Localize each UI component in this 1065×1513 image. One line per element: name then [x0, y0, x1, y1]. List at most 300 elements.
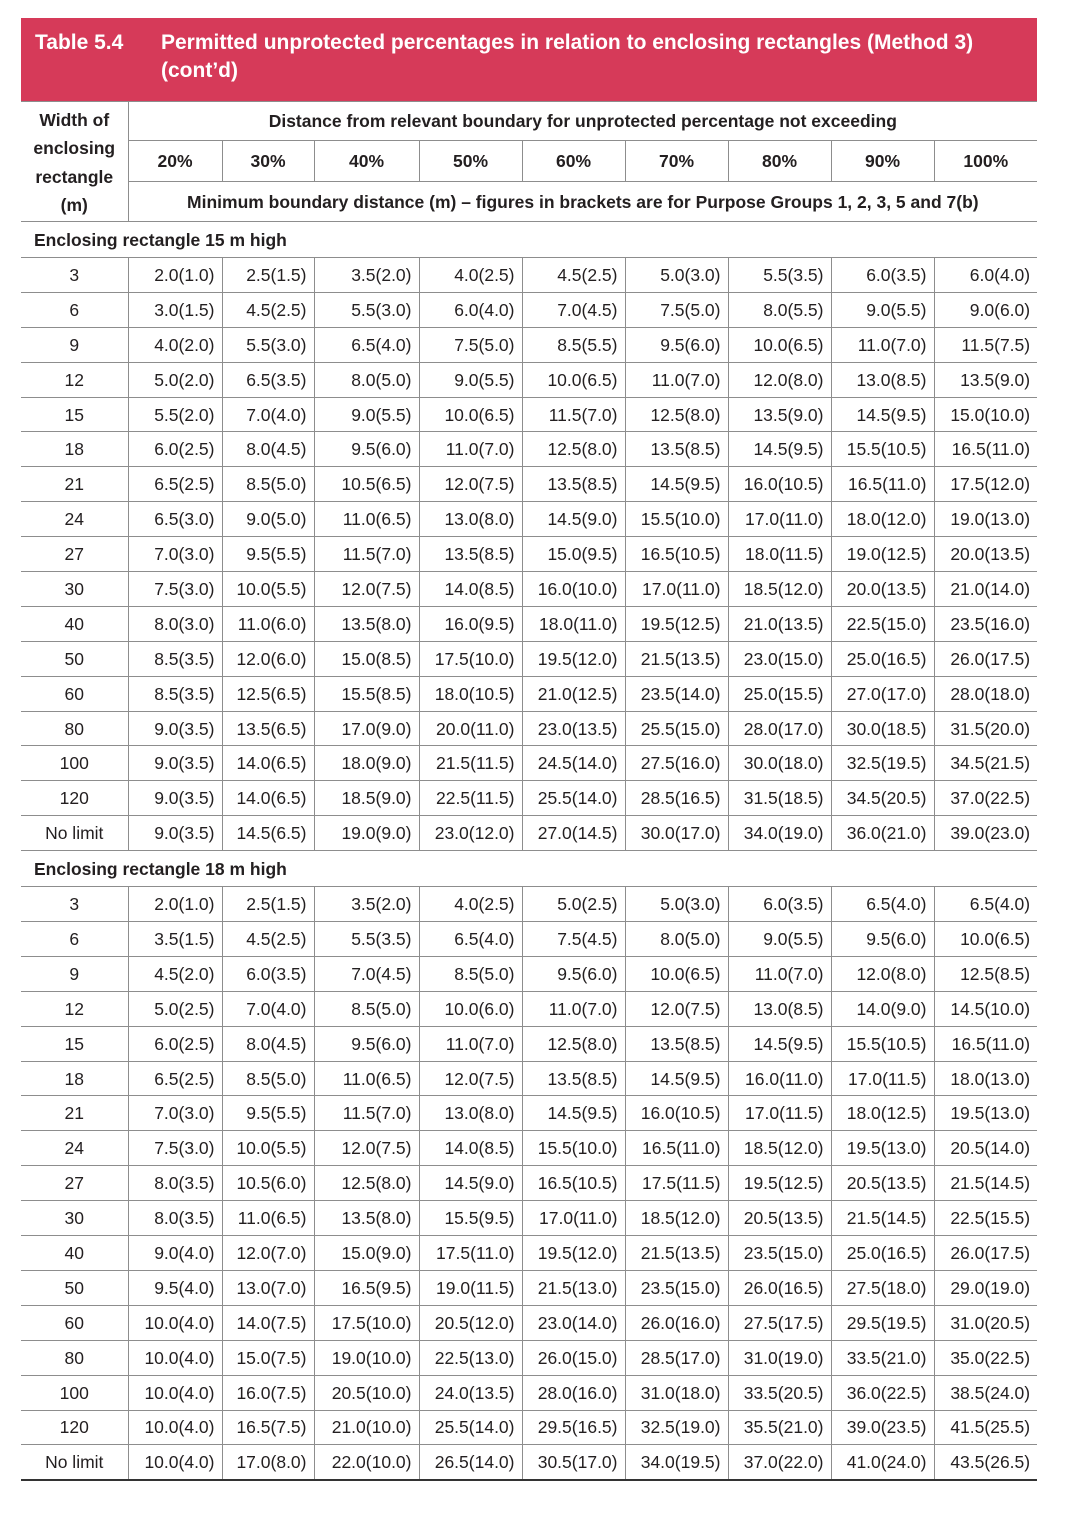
distance-cell: 9.0(5.5) [314, 397, 419, 432]
table-row [21, 1131, 1037, 1166]
distance-cell: 11.0(7.0) [728, 956, 831, 991]
distance-cell: 8.0(3.5) [128, 1166, 222, 1201]
distance-cell: 30.0(17.0) [625, 816, 728, 851]
distance-cell: 13.5(9.0) [728, 397, 831, 432]
distance-cell: 27.5(17.5) [728, 1305, 831, 1340]
distance-cell: 11.5(7.0) [522, 397, 625, 432]
distance-cell: 18.0(12.0) [831, 502, 934, 537]
distance-cell: 18.0(10.5) [419, 676, 522, 711]
table-row [21, 991, 1037, 1026]
percentage-header: 90% [831, 141, 934, 182]
width-cell: 6 [21, 922, 128, 957]
distance-cell: 11.0(6.0) [222, 606, 314, 641]
distance-cell: 31.0(18.0) [625, 1375, 728, 1410]
width-cell: 12 [21, 991, 128, 1026]
distance-cell: 5.0(3.0) [625, 258, 728, 293]
width-cell: 30 [21, 572, 128, 607]
distance-cell: 27.5(16.0) [625, 746, 728, 781]
distance-cell: 31.5(18.5) [728, 781, 831, 816]
distance-cell: 8.5(5.0) [222, 467, 314, 502]
width-cell: 18 [21, 432, 128, 467]
distance-cell: 10.5(6.5) [314, 467, 419, 502]
distance-cell: 30.5(17.0) [522, 1445, 625, 1480]
distance-cell: 28.0(17.0) [728, 711, 831, 746]
distance-cell: 13.5(8.0) [314, 1201, 419, 1236]
distance-cell: 7.5(5.0) [625, 292, 728, 327]
width-cell: 15 [21, 1026, 128, 1061]
distance-cell: 7.0(4.0) [222, 397, 314, 432]
percentage-header: 60% [522, 141, 625, 182]
distance-cell: 12.5(8.0) [625, 397, 728, 432]
distance-cell: 26.0(17.5) [934, 1236, 1037, 1271]
distance-cell: 10.0(4.0) [128, 1375, 222, 1410]
distance-cell: 34.5(20.5) [831, 781, 934, 816]
distance-cell: 16.0(10.0) [522, 572, 625, 607]
table-row [21, 1305, 1037, 1340]
distance-cell: 2.5(1.5) [222, 887, 314, 922]
distance-cell: 4.5(2.0) [128, 956, 222, 991]
distance-cell: 26.0(16.0) [625, 1305, 728, 1340]
distance-cell: 3.5(2.0) [314, 258, 419, 293]
width-cell: 21 [21, 1096, 128, 1131]
distance-cell: 17.0(11.0) [728, 502, 831, 537]
distance-cell: 6.5(4.0) [419, 922, 522, 957]
distance-cell: 16.0(10.5) [625, 1096, 728, 1131]
distance-cell: 5.0(2.5) [128, 991, 222, 1026]
distance-cell: 16.5(11.0) [934, 1026, 1037, 1061]
distance-cell: 9.0(3.5) [128, 746, 222, 781]
distance-cell: 14.5(9.5) [728, 432, 831, 467]
distance-cell: 26.5(14.0) [419, 1445, 522, 1480]
distance-cell: 10.0(6.5) [934, 922, 1037, 957]
distance-cell: 11.0(6.5) [314, 502, 419, 537]
distance-cell: 15.0(9.0) [314, 1236, 419, 1271]
distance-cell: 7.0(3.0) [128, 537, 222, 572]
distance-cell: 19.0(9.0) [314, 816, 419, 851]
distance-cell: 14.0(8.5) [419, 572, 522, 607]
distance-cell: 17.5(10.0) [314, 1305, 419, 1340]
distance-cell: 11.0(6.5) [222, 1201, 314, 1236]
distance-cell: 16.0(11.0) [728, 1061, 831, 1096]
distance-cell: 21.5(13.5) [625, 641, 728, 676]
distance-cell: 21.5(13.0) [522, 1270, 625, 1305]
distance-cell: 19.5(12.0) [522, 1236, 625, 1271]
width-cell: 9 [21, 327, 128, 362]
distance-cell: 15.5(9.5) [419, 1201, 522, 1236]
distance-cell: 21.5(14.5) [934, 1166, 1037, 1201]
distance-cell: 38.5(24.0) [934, 1375, 1037, 1410]
distance-cell: 29.5(19.5) [831, 1305, 934, 1340]
distance-cell: 5.0(2.0) [128, 362, 222, 397]
distance-cell: 9.5(4.0) [128, 1270, 222, 1305]
distance-cell: 16.0(7.5) [222, 1375, 314, 1410]
table-row [21, 1166, 1037, 1201]
distance-cell: 25.0(15.5) [728, 676, 831, 711]
distance-cell: 12.0(7.5) [314, 572, 419, 607]
distance-cell: 20.0(13.5) [934, 537, 1037, 572]
distance-cell: 12.0(7.0) [222, 1236, 314, 1271]
distance-cell: 21.0(12.5) [522, 676, 625, 711]
distance-cell: 9.0(5.0) [222, 502, 314, 537]
table-row [21, 292, 1037, 327]
distance-cell: 2.5(1.5) [222, 258, 314, 293]
data-table [21, 101, 1037, 1481]
distance-cell: 8.5(5.5) [522, 327, 625, 362]
distance-cell: 16.5(10.5) [522, 1166, 625, 1201]
distance-cell: 10.0(4.0) [128, 1410, 222, 1445]
percentage-header: 20% [128, 141, 222, 182]
distance-cell: 12.0(7.5) [419, 467, 522, 502]
percentage-header: 80% [728, 141, 831, 182]
distance-cell: 4.5(2.5) [222, 292, 314, 327]
distance-cell: 11.0(7.0) [625, 362, 728, 397]
distance-cell: 8.0(4.5) [222, 1026, 314, 1061]
distance-cell: 11.0(7.0) [831, 327, 934, 362]
distance-cell: 23.0(13.5) [522, 711, 625, 746]
table-row [21, 1026, 1037, 1061]
table-row [21, 502, 1037, 537]
distance-cell: 15.5(8.5) [314, 676, 419, 711]
distance-cell: 22.5(11.5) [419, 781, 522, 816]
table-row [21, 641, 1037, 676]
distance-cell: 6.0(4.0) [934, 258, 1037, 293]
distance-cell: 26.0(15.0) [522, 1340, 625, 1375]
table-row [21, 606, 1037, 641]
table-row [21, 887, 1037, 922]
distance-cell: 13.5(8.5) [419, 537, 522, 572]
distance-cell: 13.0(8.5) [831, 362, 934, 397]
distance-cell: 13.5(8.5) [522, 467, 625, 502]
percentage-header: 40% [314, 141, 419, 182]
width-cell: No limit [21, 1445, 128, 1480]
table-row [21, 1340, 1037, 1375]
distance-cell: 6.0(3.5) [222, 956, 314, 991]
table-row [21, 711, 1037, 746]
distance-cell: 12.5(8.0) [522, 432, 625, 467]
distance-cell: 14.5(9.0) [419, 1166, 522, 1201]
distance-cell: 13.5(8.5) [625, 432, 728, 467]
width-cell: No limit [21, 816, 128, 851]
distance-cell: 19.0(10.0) [314, 1340, 419, 1375]
table-row [21, 537, 1037, 572]
distance-cell: 3.5(2.0) [314, 887, 419, 922]
width-cell: 12 [21, 362, 128, 397]
distance-cell: 5.0(2.5) [522, 887, 625, 922]
distance-cell: 12.5(8.5) [934, 956, 1037, 991]
distance-cell: 16.0(9.5) [419, 606, 522, 641]
table-row [21, 781, 1037, 816]
table-row [21, 572, 1037, 607]
distance-cell: 16.0(10.5) [728, 467, 831, 502]
table-row [21, 397, 1037, 432]
distance-cell: 6.0(2.5) [128, 1026, 222, 1061]
distance-cell: 2.0(1.0) [128, 887, 222, 922]
distance-cell: 13.5(6.5) [222, 711, 314, 746]
table-row [21, 1445, 1037, 1480]
distance-cell: 8.5(5.0) [419, 956, 522, 991]
distance-cell: 21.5(11.5) [419, 746, 522, 781]
distance-cell: 11.5(7.0) [314, 1096, 419, 1131]
distance-cell: 35.0(22.5) [934, 1340, 1037, 1375]
distance-cell: 10.0(6.0) [419, 991, 522, 1026]
distance-cell: 33.5(21.0) [831, 1340, 934, 1375]
distance-cell: 17.5(10.0) [419, 641, 522, 676]
distance-cell: 8.0(5.0) [625, 922, 728, 957]
distance-cell: 19.0(13.0) [934, 502, 1037, 537]
distance-cell: 9.0(3.5) [128, 816, 222, 851]
width-cell: 50 [21, 641, 128, 676]
distance-cell: 25.5(14.0) [419, 1410, 522, 1445]
distance-cell: 15.5(10.5) [831, 1026, 934, 1061]
distance-cell: 19.5(13.0) [934, 1096, 1037, 1131]
distance-cell: 25.0(16.5) [831, 641, 934, 676]
distance-cell: 12.0(7.5) [419, 1061, 522, 1096]
distance-cell: 5.5(2.0) [128, 397, 222, 432]
distance-cell: 9.5(6.0) [314, 432, 419, 467]
distance-cell: 19.5(12.5) [625, 606, 728, 641]
distance-cell: 21.0(10.0) [314, 1410, 419, 1445]
distance-cell: 12.0(7.5) [625, 991, 728, 1026]
distance-cell: 19.5(13.0) [831, 1131, 934, 1166]
distance-cell: 21.5(14.5) [831, 1201, 934, 1236]
distance-cell: 14.0(8.5) [419, 1131, 522, 1166]
distance-cell: 22.5(15.0) [831, 606, 934, 641]
distance-cell: 27.5(18.0) [831, 1270, 934, 1305]
distance-cell: 32.5(19.5) [831, 746, 934, 781]
distance-cell: 27.0(14.5) [522, 816, 625, 851]
percentage-header: 50% [419, 141, 522, 182]
distance-cell: 22.0(10.0) [314, 1445, 419, 1480]
distance-cell: 11.0(7.0) [419, 432, 522, 467]
distance-cell: 13.5(8.0) [314, 606, 419, 641]
table-row [21, 432, 1037, 467]
distance-cell: 23.0(15.0) [728, 641, 831, 676]
distance-cell: 3.0(1.5) [128, 292, 222, 327]
distance-cell: 31.0(19.0) [728, 1340, 831, 1375]
distance-cell: 10.0(4.0) [128, 1340, 222, 1375]
distance-cell: 18.5(12.0) [728, 572, 831, 607]
distance-cell: 7.5(3.0) [128, 1131, 222, 1166]
width-cell: 3 [21, 258, 128, 293]
distance-cell: 12.0(8.0) [831, 956, 934, 991]
distance-cell: 8.5(3.5) [128, 676, 222, 711]
distance-cell: 11.0(6.5) [314, 1061, 419, 1096]
distance-cell: 20.5(14.0) [934, 1131, 1037, 1166]
distance-cell: 8.0(3.0) [128, 606, 222, 641]
distance-cell: 5.5(3.5) [728, 258, 831, 293]
distance-cell: 9.0(4.0) [128, 1236, 222, 1271]
section-heading: Enclosing rectangle 18 m high [21, 851, 1037, 887]
distance-cell: 37.0(22.0) [728, 1445, 831, 1480]
table-row [21, 1270, 1037, 1305]
distance-cell: 9.5(6.0) [522, 956, 625, 991]
distance-cell: 11.5(7.5) [934, 327, 1037, 362]
table-title: Permitted unprotected percentages in relation to enclosing rectangles (Method 3) (cont’d) [161, 31, 974, 82]
table-row [21, 467, 1037, 502]
distance-cell: 6.5(4.0) [314, 327, 419, 362]
table-row [21, 1061, 1037, 1096]
distance-cell: 20.5(13.5) [831, 1166, 934, 1201]
distance-cell: 4.0(2.5) [419, 258, 522, 293]
table-row [21, 258, 1037, 293]
distance-cell: 21.5(13.5) [625, 1236, 728, 1271]
table-row [21, 1096, 1037, 1131]
distance-cell: 28.0(18.0) [934, 676, 1037, 711]
distance-cell: 10.0(4.0) [128, 1445, 222, 1480]
distance-cell: 11.0(7.0) [522, 991, 625, 1026]
width-cell: 27 [21, 1166, 128, 1201]
distance-cell: 17.0(11.0) [625, 572, 728, 607]
distance-cell: 14.5(9.5) [625, 467, 728, 502]
distance-cell: 6.5(3.5) [222, 362, 314, 397]
table-row [21, 676, 1037, 711]
distance-cell: 17.5(11.0) [419, 1236, 522, 1271]
section-heading-row [21, 222, 1037, 258]
distance-cell: 10.0(6.5) [419, 397, 522, 432]
distance-cell: 6.5(4.0) [831, 887, 934, 922]
distance-cell: 6.5(2.5) [128, 467, 222, 502]
width-cell: 120 [21, 1410, 128, 1445]
distance-cell: 34.0(19.5) [625, 1445, 728, 1480]
distance-cell: 17.0(8.0) [222, 1445, 314, 1480]
distance-cell: 12.5(6.5) [222, 676, 314, 711]
distance-cell: 9.0(3.5) [128, 711, 222, 746]
table-row [21, 746, 1037, 781]
distance-cell: 31.5(20.0) [934, 711, 1037, 746]
distance-cell: 7.5(5.0) [419, 327, 522, 362]
distance-cell: 18.0(12.5) [831, 1096, 934, 1131]
distance-cell: 15.0(9.5) [522, 537, 625, 572]
min-distance-note: Minimum boundary distance (m) – figures in brackets are for Purpose Groups 1, 2, 3, 5 and 7(b) [128, 182, 1037, 222]
distance-cell: 20.5(13.5) [728, 1201, 831, 1236]
distance-cell: 14.5(9.5) [522, 1096, 625, 1131]
distance-cell: 18.0(13.0) [934, 1061, 1037, 1096]
distance-cell: 30.0(18.5) [831, 711, 934, 746]
distance-cell: 15.0(10.0) [934, 397, 1037, 432]
distance-cell: 12.5(8.0) [522, 1026, 625, 1061]
table-row [21, 362, 1037, 397]
table-row [21, 816, 1037, 851]
table-row [21, 327, 1037, 362]
width-cell: 120 [21, 781, 128, 816]
width-cell: 6 [21, 292, 128, 327]
distance-cell: 5.5(3.0) [222, 327, 314, 362]
distance-cell: 16.5(10.5) [625, 537, 728, 572]
distance-cell: 14.5(9.5) [625, 1061, 728, 1096]
width-cell: 50 [21, 1270, 128, 1305]
distance-cell: 28.5(16.5) [625, 781, 728, 816]
distance-cell: 10.0(6.5) [625, 956, 728, 991]
section-heading-row [21, 851, 1037, 887]
distance-cell: 25.0(16.5) [831, 1236, 934, 1271]
distance-cell: 19.5(12.0) [522, 641, 625, 676]
distance-cell: 18.0(11.0) [522, 606, 625, 641]
distance-cell: 32.5(19.0) [625, 1410, 728, 1445]
width-cell: 9 [21, 956, 128, 991]
width-cell: 18 [21, 1061, 128, 1096]
distance-cell: 14.0(6.5) [222, 781, 314, 816]
distance-cell: 12.5(8.0) [314, 1166, 419, 1201]
distance-cell: 5.5(3.5) [314, 922, 419, 957]
distance-cell: 8.0(5.0) [314, 362, 419, 397]
width-cell: 40 [21, 606, 128, 641]
distance-cell: 13.5(8.5) [625, 1026, 728, 1061]
distance-cell: 23.0(12.0) [419, 816, 522, 851]
distance-cell: 31.0(20.5) [934, 1305, 1037, 1340]
distance-cell: 13.5(8.5) [522, 1061, 625, 1096]
distance-cell: 10.5(6.0) [222, 1166, 314, 1201]
distance-cell: 20.0(11.0) [419, 711, 522, 746]
width-cell: 15 [21, 397, 128, 432]
distance-cell: 4.0(2.0) [128, 327, 222, 362]
distance-cell: 28.0(16.0) [522, 1375, 625, 1410]
distance-cell: 36.0(21.0) [831, 816, 934, 851]
distance-cell: 12.0(7.5) [314, 1131, 419, 1166]
width-cell: 27 [21, 537, 128, 572]
width-cell: 24 [21, 502, 128, 537]
distance-cell: 19.0(12.5) [831, 537, 934, 572]
distance-cell: 25.5(15.0) [625, 711, 728, 746]
distance-cell: 20.5(12.0) [419, 1305, 522, 1340]
distance-cell: 16.5(11.0) [625, 1131, 728, 1166]
width-cell: 40 [21, 1236, 128, 1271]
distance-cell: 10.0(5.5) [222, 1131, 314, 1166]
distance-cell: 14.0(7.5) [222, 1305, 314, 1340]
distance-cell: 39.0(23.0) [934, 816, 1037, 851]
distance-cell: 16.5(11.0) [831, 467, 934, 502]
distance-cell: 7.0(4.5) [522, 292, 625, 327]
distance-cell: 13.0(8.5) [728, 991, 831, 1026]
distance-cell: 23.5(15.0) [625, 1270, 728, 1305]
distance-cell: 6.0(3.5) [831, 258, 934, 293]
distance-cell: 8.5(5.0) [222, 1061, 314, 1096]
distance-cell: 26.0(16.5) [728, 1270, 831, 1305]
distance-cell: 10.0(6.5) [728, 327, 831, 362]
distance-cell: 15.5(10.0) [625, 502, 728, 537]
distance-cell: 4.5(2.5) [222, 922, 314, 957]
distance-cell: 18.5(12.0) [728, 1131, 831, 1166]
width-cell: 60 [21, 676, 128, 711]
distance-cell: 26.0(17.5) [934, 641, 1037, 676]
table-number: Table 5.4 [35, 31, 124, 54]
distance-cell: 37.0(22.5) [934, 781, 1037, 816]
distance-cell: 6.0(3.5) [728, 887, 831, 922]
distance-cell: 7.5(4.5) [522, 922, 625, 957]
distance-cell: 23.5(14.0) [625, 676, 728, 711]
distance-cell: 27.0(17.0) [831, 676, 934, 711]
table-row [21, 956, 1037, 991]
distance-cell: 11.5(7.0) [314, 537, 419, 572]
distance-cell: 29.5(16.5) [522, 1410, 625, 1445]
distance-cell: 5.0(3.0) [625, 887, 728, 922]
width-cell: 80 [21, 1340, 128, 1375]
distance-cell: 17.0(9.0) [314, 711, 419, 746]
width-cell: 24 [21, 1131, 128, 1166]
distance-cell: 14.5(10.0) [934, 991, 1037, 1026]
distance-cell: 22.5(15.5) [934, 1201, 1037, 1236]
distance-cell: 19.0(11.5) [419, 1270, 522, 1305]
distance-cell: 11.0(7.0) [419, 1026, 522, 1061]
distance-cell: 14.5(9.5) [831, 397, 934, 432]
distance-cell: 5.5(3.0) [314, 292, 419, 327]
distance-cell: 12.0(6.0) [222, 641, 314, 676]
distance-cell: 23.5(15.0) [728, 1236, 831, 1271]
distance-header: Distance from relevant boundary for unprotected percentage not exceeding [128, 102, 1037, 141]
distance-cell: 14.5(9.5) [728, 1026, 831, 1061]
percentage-header: 70% [625, 141, 728, 182]
distance-cell: 41.0(24.0) [831, 1445, 934, 1480]
distance-cell: 13.0(8.0) [419, 1096, 522, 1131]
